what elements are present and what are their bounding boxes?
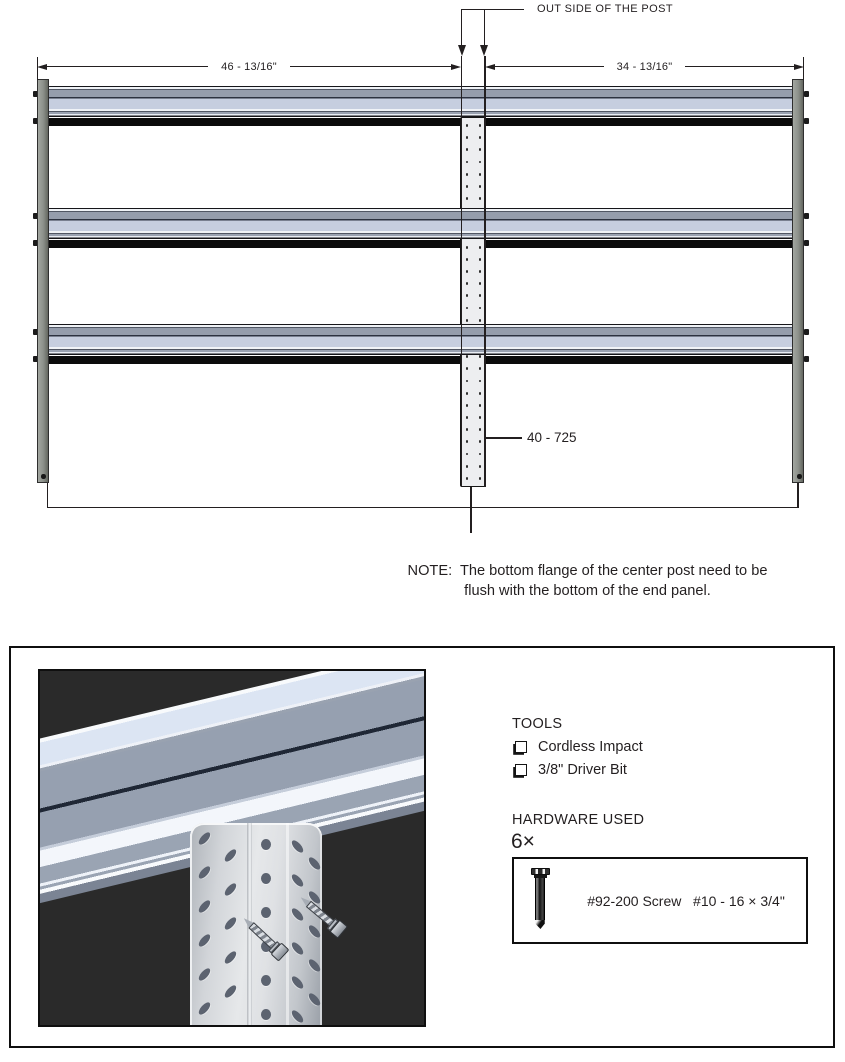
note-line2: flush with the bottom of the end panel. xyxy=(464,583,711,599)
post-hole xyxy=(307,958,322,974)
post-hole xyxy=(479,185,482,188)
post-hole xyxy=(479,307,482,310)
post-hole xyxy=(466,294,469,297)
post-foot-hole xyxy=(41,474,46,479)
post-hole xyxy=(466,173,469,176)
hardware-title: HARDWARE USED xyxy=(512,812,645,828)
left-end-post xyxy=(37,79,49,483)
post-hole xyxy=(466,258,469,261)
post-hole xyxy=(466,428,469,431)
post-hole xyxy=(466,136,469,139)
post-hole xyxy=(466,355,469,358)
post-foot-hole xyxy=(797,474,802,479)
shelf-stripe-level3 xyxy=(49,356,792,365)
tools-section xyxy=(512,716,643,778)
beam-clip xyxy=(804,91,809,97)
tool-item-label: Cordless Impact xyxy=(538,739,643,755)
post-hole xyxy=(261,975,271,986)
post-hole xyxy=(197,967,212,983)
post-hole xyxy=(466,161,469,164)
post-hole xyxy=(466,380,469,383)
post-hole xyxy=(479,270,482,273)
post-hole xyxy=(479,197,482,200)
beam-clip xyxy=(804,240,809,246)
post-hole xyxy=(479,380,482,383)
extension-line-right-post xyxy=(803,57,804,80)
post-hole xyxy=(307,992,322,1008)
post-hole xyxy=(290,839,305,855)
beam-clip xyxy=(804,329,809,335)
shelf-stripe-level2 xyxy=(49,240,792,249)
post-fold-highlight xyxy=(286,823,289,1025)
beam-clip xyxy=(804,213,809,219)
assembly-illustration xyxy=(38,669,426,1027)
post-hole xyxy=(479,440,482,443)
post-hole xyxy=(261,873,271,884)
callout-leader-line xyxy=(461,9,524,10)
post-hole xyxy=(466,185,469,188)
arrow-left-icon xyxy=(485,64,495,70)
checkbox-icon xyxy=(515,741,527,753)
screw-tip xyxy=(535,920,545,929)
tool-item xyxy=(512,739,643,755)
center-post-drop-line xyxy=(470,487,471,533)
part-number-label: 40 - 725 xyxy=(527,430,577,445)
extension-line-center-left xyxy=(461,56,462,487)
note-line1: NOTE: The bottom flange of the center post need to be xyxy=(407,563,768,579)
post-hole xyxy=(479,477,482,480)
post-hole xyxy=(466,197,469,200)
extension-line-left-post xyxy=(37,57,38,80)
post-hole xyxy=(290,975,305,991)
post-hole xyxy=(290,873,305,889)
hardware-quantity: 6× xyxy=(511,830,535,853)
post-hole xyxy=(466,367,469,370)
dimension-line xyxy=(685,66,794,67)
post-hole xyxy=(307,856,322,872)
post-hole xyxy=(479,392,482,395)
bracket-baseline xyxy=(47,507,799,508)
post-hole xyxy=(466,453,469,456)
hardware-box xyxy=(512,857,808,944)
callout-drop-line-right xyxy=(484,9,485,46)
post-hole xyxy=(197,933,212,949)
post-hole xyxy=(290,941,305,957)
checkbox-icon xyxy=(515,764,527,776)
post-hole xyxy=(290,1009,305,1025)
shelf-beam-level3 xyxy=(49,324,792,355)
tool-item-label: 3/8" Driver Bit xyxy=(538,762,627,778)
post-hole xyxy=(197,1001,212,1017)
post-hole xyxy=(466,416,469,419)
screw-shaft xyxy=(535,878,545,920)
post-hole xyxy=(466,392,469,395)
post-hole xyxy=(466,440,469,443)
down-arrow-icon xyxy=(480,45,488,56)
post-hole xyxy=(197,899,212,915)
dimension-left xyxy=(37,60,461,73)
beam-clip xyxy=(804,356,809,362)
arrow-left-icon xyxy=(37,64,47,70)
bracket-drop-left xyxy=(47,483,48,507)
post-hole xyxy=(466,404,469,407)
screw-icon xyxy=(530,868,550,929)
post-hole xyxy=(479,173,482,176)
post-hole xyxy=(479,148,482,151)
beam-clip xyxy=(804,118,809,124)
post-hole xyxy=(479,246,482,249)
post-hole xyxy=(479,465,482,468)
dimension-right-value: 34 - 13/16" xyxy=(616,60,673,73)
post-hole xyxy=(307,924,322,940)
post-hole xyxy=(223,984,238,1000)
hardware-item-label: #92-200 Screw #10 - 16 × 3/4" xyxy=(587,892,785,909)
post-hole xyxy=(466,477,469,480)
shelf-stripe-level1 xyxy=(49,118,792,127)
post-hole xyxy=(466,282,469,285)
post-hole xyxy=(223,950,238,966)
post-hole xyxy=(466,148,469,151)
center-post xyxy=(460,117,486,487)
post-hole xyxy=(479,124,482,127)
note-text xyxy=(355,561,820,601)
post-hole xyxy=(479,367,482,370)
post-hole xyxy=(479,319,482,322)
post-hole xyxy=(479,453,482,456)
post-hole xyxy=(197,831,212,847)
post-hole xyxy=(466,124,469,127)
post-hole xyxy=(223,882,238,898)
post-hole xyxy=(479,416,482,419)
post-hole xyxy=(261,1009,271,1020)
bracket-drop-right xyxy=(797,483,798,507)
instruction-panel xyxy=(9,646,835,1048)
post-hole xyxy=(466,246,469,249)
post-hole xyxy=(479,404,482,407)
callout-drop-line-left xyxy=(461,9,462,46)
post-hole xyxy=(466,307,469,310)
dimension-right xyxy=(485,60,804,73)
dimension-left-value: 46 - 13/16" xyxy=(221,60,277,73)
shelf-beam-level2 xyxy=(49,208,792,239)
post-hole xyxy=(261,907,271,918)
down-arrow-icon xyxy=(458,45,466,56)
dimension-line xyxy=(495,66,604,67)
post-hole xyxy=(479,161,482,164)
post-hole xyxy=(479,258,482,261)
post-hole xyxy=(466,319,469,322)
post-hole xyxy=(479,136,482,139)
dimension-line xyxy=(290,66,451,67)
post-hole xyxy=(479,428,482,431)
outside-of-post-label: OUT SIDE OF THE POST xyxy=(537,3,673,15)
dimension-line xyxy=(47,66,208,67)
post-hole xyxy=(223,848,238,864)
post-hole xyxy=(466,270,469,273)
post-hole xyxy=(261,839,271,850)
shelf-beam-level1 xyxy=(49,86,792,117)
arrow-right-icon xyxy=(451,64,461,70)
extension-line-center-right xyxy=(484,56,485,487)
post-hole xyxy=(197,865,212,881)
post-hole xyxy=(479,282,482,285)
post-hole xyxy=(466,465,469,468)
post-hole xyxy=(479,355,482,358)
tool-item xyxy=(512,762,643,778)
post-hole xyxy=(223,916,238,932)
right-end-post xyxy=(792,79,804,483)
post-hole xyxy=(479,294,482,297)
tools-title: TOOLS xyxy=(512,716,563,732)
